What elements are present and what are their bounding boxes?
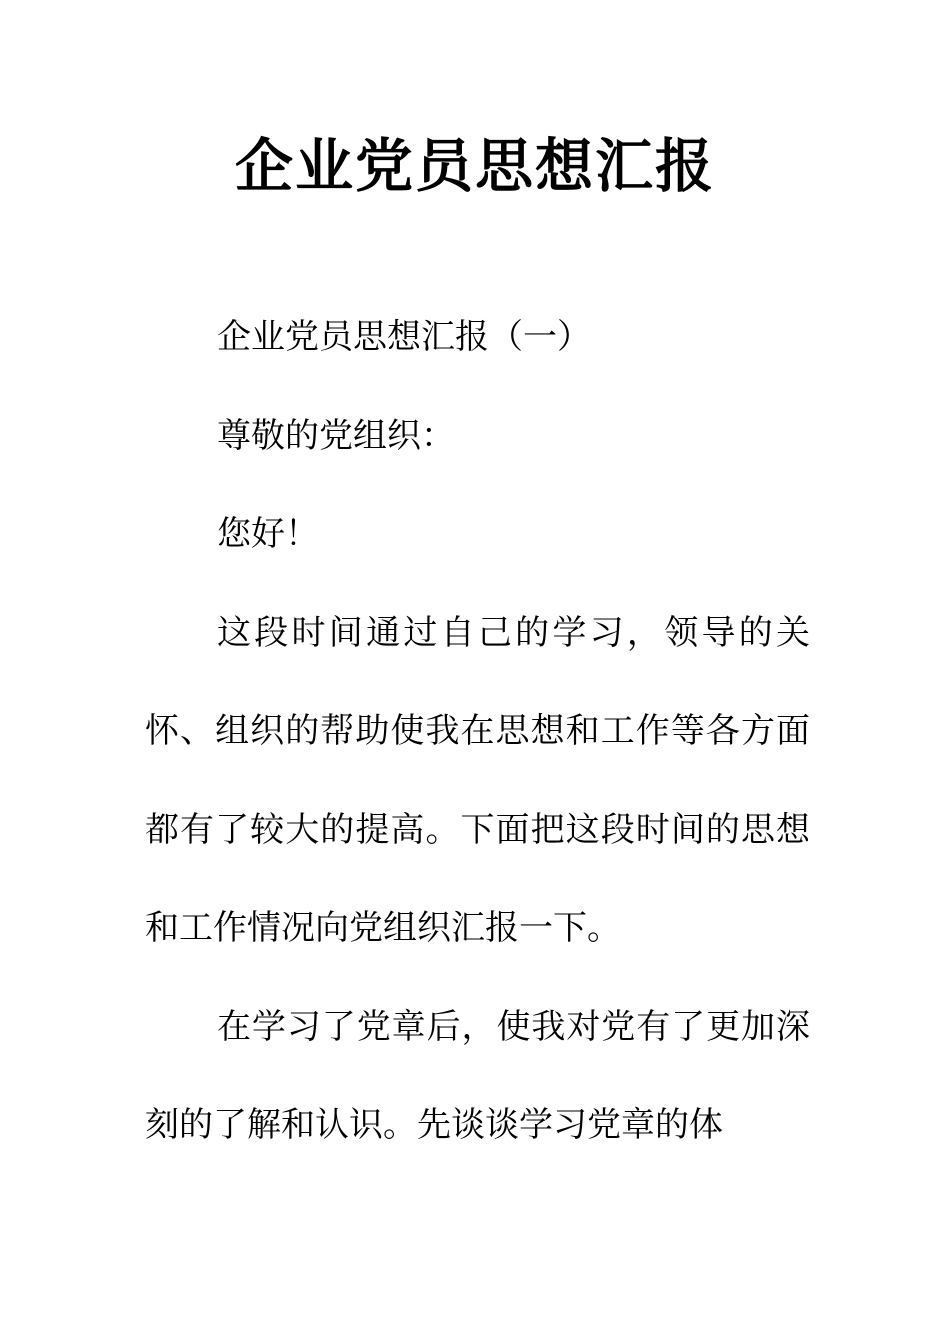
paragraph-subtitle: 企业党员思想汇报（一） [217, 317, 591, 357]
paragraph-body-1: 这段时间通过自己的学习，领导的关怀、组织的帮助使我在思想和工作等各方面都有了较大的提高。下面把这段时间的思想和工作情况向党组织汇报一下。 [145, 612, 810, 948]
document-title: 企业党员思想汇报 [234, 132, 715, 200]
document-body [145, 288, 810, 1175]
paragraph-salutation: 尊敬的党组织： [217, 415, 455, 456]
paragraph-greeting: 您好！ [217, 514, 319, 554]
paragraph-body-2: 在学习了党章后，使我对党有了更加深刻的了解和认识。先谈谈学习党章的体 [145, 1006, 810, 1145]
